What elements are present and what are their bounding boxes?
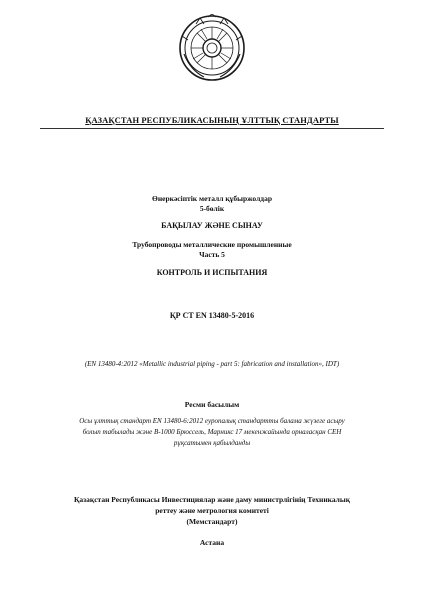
- header-rule: [40, 128, 384, 129]
- state-emblem-icon: [178, 14, 246, 82]
- official-edition: Ресми басылым: [184, 400, 240, 409]
- title-ru-heading: КОНТРОЛЬ И ИСПЫТАНИЯ: [156, 268, 268, 277]
- publisher-line2: реттеу және метрология комитеті: [155, 506, 269, 515]
- notice-line3: рұқсатымен қабылданды: [173, 439, 251, 447]
- title-kz-heading: БАҚЫЛАУ ЖӘНЕ СЫНАУ: [161, 221, 263, 230]
- publisher-line1: Қазақстан Республикасы Инвестициялар және даму министрлігінің Техникалық: [73, 495, 351, 504]
- standard-header: ҚАЗАҚСТАН РЕСПУБЛИКАСЫНЫҢ ҰЛТТЫҚ СТАНДАРТЫ: [85, 115, 339, 125]
- notice-line1: Осы ұлттық стандарт EN 13480-6:2012 еуропалық стандартты балама жүзеге асыру: [79, 417, 345, 425]
- notice-line2: болып табылады және B-1000 Брюссель, Марникс 17 мекенжайында орналасқан CEH: [82, 428, 342, 436]
- title-kz-line1: Өнеркәсіптік металл құбыржолдар: [152, 194, 272, 203]
- title-kz-part: 5-бөлік: [199, 204, 225, 213]
- city: Астана: [199, 538, 225, 547]
- title-ru-line1: Трубопроводы металлические промышленные: [132, 240, 292, 249]
- publisher-line3: (Мемстандарт): [186, 517, 238, 526]
- standard-designation: ҚР СТ EN 13480-5-2016: [169, 311, 255, 320]
- title-ru-part: Часть 5: [199, 250, 225, 259]
- reference-line: (EN 13480-4:2012 «Metallic industrial piping - part 5: fabrication and installation», IDT): [84, 360, 340, 368]
